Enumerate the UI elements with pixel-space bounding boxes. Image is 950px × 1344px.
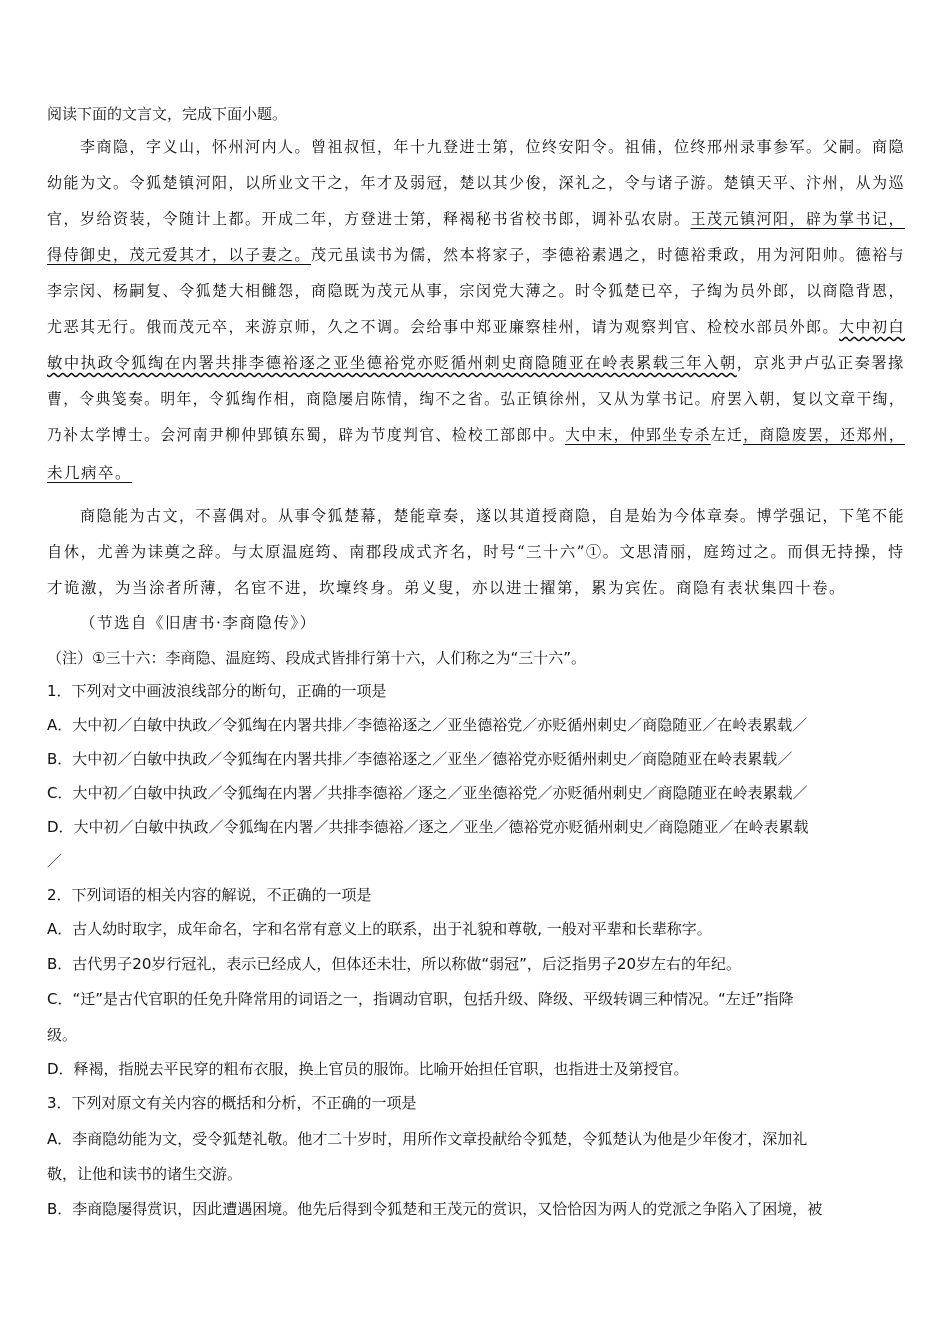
passage-line: 自休，尤善为诔奠之辞。与太原温庭筠、南郡段成式齐名，时号“三十六”①。文思清丽，庭筠过之。而俱无持操，恃: [47, 543, 905, 561]
underlined-sentence: 大中末，仲郢坐专杀: [565, 426, 711, 444]
passage-text: 茂元虽读书为儒，然本将家子，李德裕素遇之，时德裕秉政，用为河阳帅。德裕与: [311, 246, 906, 264]
question-3-option-a: A．李商隐幼能为文，受令狐楚礼敬。他才二十岁时，用所作文章投献给令狐楚，令狐楚认为他是少年俊才，深加礼: [47, 1130, 808, 1148]
question-2-option-c-cont: 级。: [47, 1026, 78, 1044]
question-1-option-a: A．大中初／白敏中执政／令狐绹在内署共排／李德裕逐之／亚坐德裕党／亦贬循州刺史／商隐随亚／在岭表累载／: [47, 716, 808, 734]
question-2-option-b: B．古代男子20岁行冠礼，表示已经成人，但体还未壮，所以称做“弱冠”，后泛指男子20岁左右的年纪。: [47, 955, 742, 973]
underlined-sentence: 得侍御史，茂元爱其才，以子妻之。: [47, 246, 312, 264]
underlined-sentence: 未几病卒。: [47, 464, 133, 482]
passage-text: 左迁: [710, 426, 744, 444]
wavy-underlined-text: 大中初白: [839, 318, 906, 336]
passage-line: 幼能为文。令狐楚镇河阳，以所业文干之，年才及弱冠，楚以其少俊，深礼之，令与诸子游。楚镇天平、汴州，从为巡: [47, 174, 906, 192]
question-3-option-a-cont: 敬，让他和读书的诸生交游。: [47, 1165, 243, 1183]
passage-line: 李商隐，字义山，怀州河内人。曾祖叔恒，年十九登进士第，位终安阳令。祖俌，位终邢州录事参军。父嗣。商隐: [80, 138, 906, 156]
question-3-stem: 3．下列对原文有关内容的概括和分析，不正确的一项是: [47, 1094, 417, 1112]
question-2-option-a: A．古人幼时取字，成年命名，字和名常有意义上的联系，出于礼貌和尊敬, 一般对平辈和长辈称字。: [47, 920, 712, 938]
passage-text: 官，岁给资装，令随计上都。开成二年，方登进士第，释褐秘书省校书郎，调补弘农尉。: [47, 210, 691, 228]
passage-line: 曹，令典笺奏。明年，令狐绹作相，商隐屡启陈情，绹不之省。弘正镇徐州，又从为掌书记。府罢入朝，复以文章干绹，: [47, 390, 906, 408]
underlined-sentence: ，商隐废罢，还郑州，: [743, 426, 906, 444]
passage-line: [47, 462, 132, 484]
question-1-stem: 1．下列对文中画波浪线部分的断句，正确的一项是: [47, 682, 387, 700]
passage-text: 乃补太学博士。会河南尹柳仲郢镇东蜀，辟为节度判官、检校工部郎中。: [47, 426, 566, 444]
passage-line: 李宗闵、杨嗣复、令狐楚大相雠怨，商隐既为茂元从事，宗闵党大薄之。时令狐楚已卒，子绹为员外郎，以商隐背恩，: [47, 282, 906, 300]
wavy-underlined-text: 敏中执政令狐绹在内署共排李德裕逐之亚坐德裕党亦贬循州刺史商隐随亚在岭表累载三年入朝: [47, 354, 737, 372]
instruction: 阅读下面的文言文，完成下面小题。: [47, 105, 288, 123]
passage-line: [47, 352, 905, 374]
passage-text: ，京兆尹卢弘正奏署掾: [736, 354, 906, 372]
footnote: （注）①三十六：李商隐、温庭筠、段成式皆排行第十六，人们称之为“三十六”。: [47, 649, 586, 667]
question-2-stem: 2．下列词语的相关内容的解说，不正确的一项是: [47, 886, 372, 904]
question-3-option-b: B．李商隐屡得赏识，因此遭遇困境。他先后得到令狐楚和王茂元的赏识，又恰恰因为两人的党派之争陷入了困境，被: [47, 1200, 823, 1218]
passage-source: （节选自《旧唐书·李商隐传》）: [80, 614, 317, 632]
passage-line: [47, 424, 905, 446]
question-2-option-d: D．释褐，指脱去平民穿的粗布衣服，换上官员的服饰。比喻开始担任官职，也指进士及第授官。: [47, 1060, 689, 1078]
passage-text: 尤恶其无行。俄而茂元卒，来游京师，久之不调。会给事中郑亚廉察桂州，请为观察判官、检校水部员外郎。: [47, 318, 840, 336]
question-1-option-b: B．大中初／白敏中执政／令狐绹在内署共排／李德裕逐之／亚坐／德裕党亦贬循州刺史／商隐随亚在岭表累载／: [47, 750, 793, 768]
question-2-option-c: C．“迁”是古代官职的任免升降常用的词语之一，指调动官职，包括升级、降级、平级转调三种情况。“左迁”指降: [47, 990, 794, 1008]
passage-line: [47, 208, 905, 230]
question-1-option-d-cont: ／: [47, 852, 63, 870]
passage-line: [47, 244, 905, 266]
passage-line: 才诡激，为当涂者所薄，名宦不进，坎壈终身。弟义叟，亦以进士擢第，累为宾佐。商隐有表状集四十卷。: [47, 579, 847, 597]
question-1-option-d: D．大中初／白敏中执政／令狐绹在内署／共排李德裕／逐之／亚坐／德裕党亦贬循州刺史／商隐随亚／在岭表累载: [47, 818, 809, 836]
passage-line: [47, 316, 905, 338]
passage-line: 商隐能为古文，不喜偶对。从事令狐楚幕，楚能章奏，遂以其道授商隐，自是始为今体章奏。博学强记，下笔不能: [80, 507, 906, 525]
underlined-sentence: 王茂元镇河阳，辟为掌书记，: [690, 210, 906, 228]
question-1-option-c: C．大中初／白敏中执政／令狐绹在内署／共排李德裕／逐之／亚坐德裕党／亦贬循州刺史／商隐随亚在岭表累载／: [47, 784, 808, 802]
